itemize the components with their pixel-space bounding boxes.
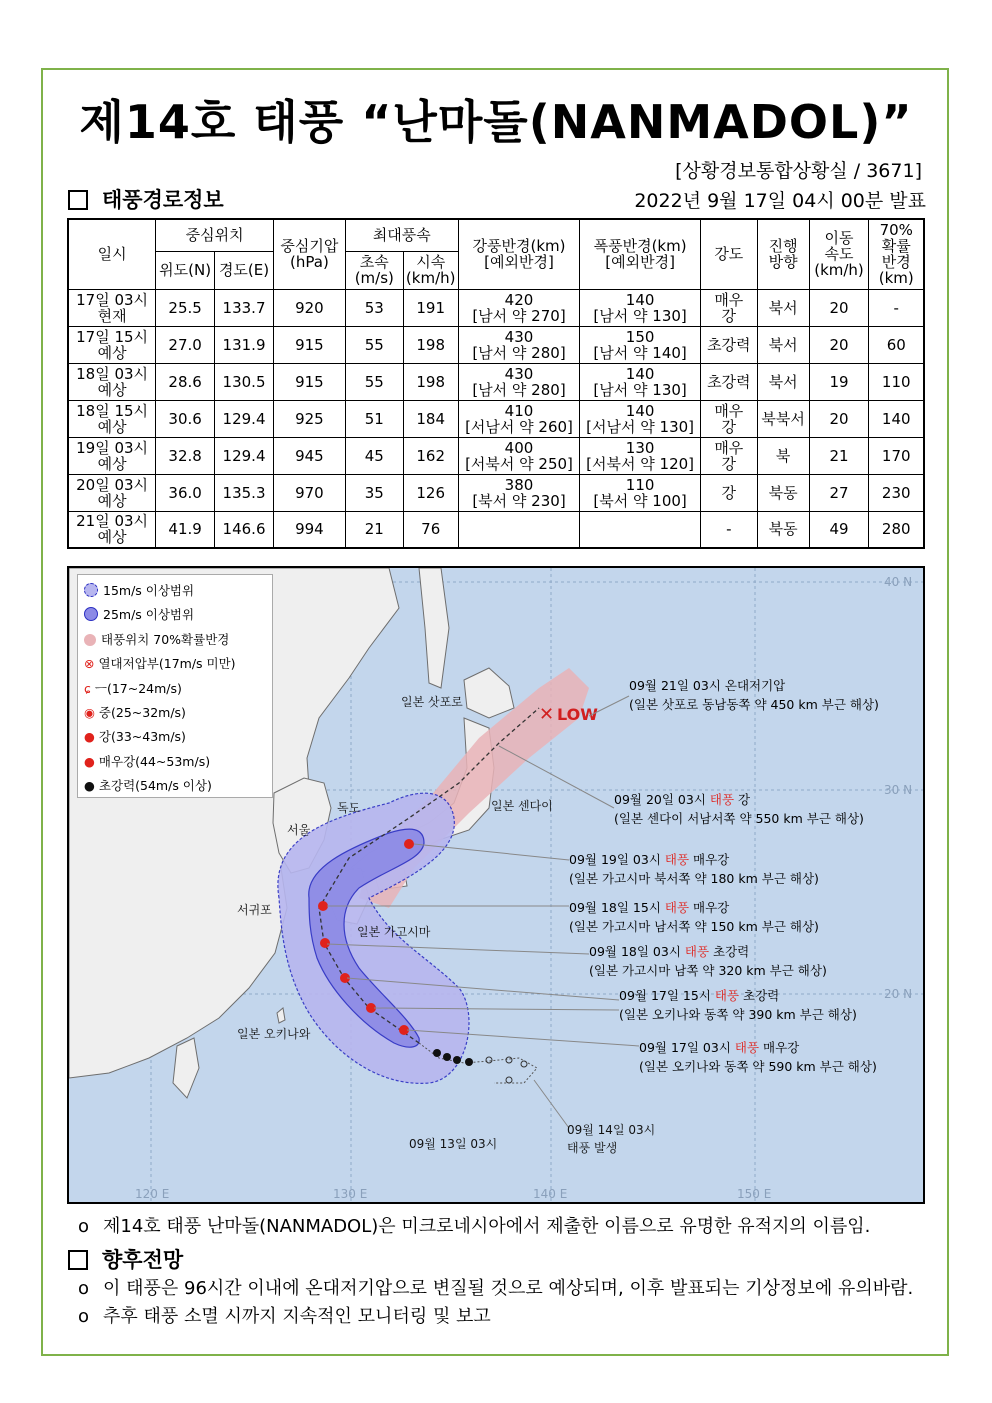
table-cell-p: 925: [273, 400, 345, 437]
annotation-text: 초강력: [709, 944, 750, 959]
table-cell-lon: 133.7: [215, 289, 274, 326]
typhoon-marker: [443, 1053, 451, 1061]
table-cell-lat: 30.6: [156, 400, 215, 437]
th-kmh: 시속 (km/h): [403, 251, 458, 289]
table-cell-time: 19일 03시 예상: [68, 437, 156, 474]
table-row: [68, 437, 924, 474]
map-annotation: [614, 790, 864, 828]
lon-label: 140 E: [533, 1187, 568, 1201]
legend-label: 열대저압부(17m/s 미만): [98, 656, 236, 672]
th-ms: 초속 (m/s): [345, 251, 403, 289]
annotation-text: 09월 17일 15시: [619, 988, 715, 1003]
start-label: 09월 14일 03시: [567, 1123, 656, 1137]
table-cell-dir: 북: [757, 437, 809, 474]
annotation-text: 초강력: [739, 988, 780, 1003]
table-cell-dir: 북동: [757, 511, 809, 548]
table-cell-prob: 140: [869, 400, 924, 437]
annotation-line2: (일본 삿포로 동남동쪽 약 450 km 부근 해상): [629, 697, 879, 712]
note-2: [78, 1274, 913, 1300]
annotation-line1: [629, 676, 879, 695]
table-cell-ms: 55: [345, 326, 403, 363]
note-3: [78, 1302, 491, 1328]
annotation-typhoon-word: 태풍: [714, 988, 740, 1003]
th-direction: 진행 방향: [757, 219, 809, 289]
table-cell-p: 970: [273, 474, 345, 511]
lon-label: 150 E: [737, 1187, 772, 1201]
table-cell-kmh: 198: [403, 363, 458, 400]
track-table-body: [68, 289, 924, 548]
place-label: 서귀포: [237, 903, 272, 917]
table-row: [68, 511, 924, 548]
table-cell-int: 매우 강: [700, 400, 757, 437]
checkbox-icon: [68, 1250, 88, 1270]
typhoon-marker: [433, 1049, 441, 1057]
table-cell-dir: 북서: [757, 363, 809, 400]
th-pressure: 중심기압 (hPa): [273, 219, 345, 289]
legend-item: ● 매우강(44~53m/s): [84, 753, 211, 769]
table-cell-lon: 146.6: [215, 511, 274, 548]
table-cell-kmh: 126: [403, 474, 458, 511]
table-cell-speed: 20: [809, 400, 869, 437]
annotation-line2: (일본 오키나와 동쪽 약 590 km 부근 해상): [639, 1059, 877, 1074]
note-text: 추후 태풍 소멸 시까지 지속적인 모니터링 및 보고: [103, 1306, 491, 1327]
table-cell-ms: 35: [345, 474, 403, 511]
table-cell-int: 초강력: [700, 326, 757, 363]
place-label: 일본 삿포로: [401, 695, 463, 709]
typhoon-marker: [453, 1056, 461, 1064]
annotation-text: 09월 18일 03시: [589, 944, 685, 959]
table-cell-strong: [458, 511, 580, 548]
table-cell-time: 17일 03시 현재: [68, 289, 156, 326]
table-cell-prob: 110: [869, 363, 924, 400]
table-cell-lat: 32.8: [156, 437, 215, 474]
table-cell-kmh: 184: [403, 400, 458, 437]
table-cell-p: 920: [273, 289, 345, 326]
lon-label: 120 E: [135, 1187, 170, 1201]
annotation-text: 09월 18일 15시: [569, 900, 665, 915]
table-cell-storm: 110 [북서 약 100]: [580, 474, 701, 511]
th-speed: 이동 속도 (km/h): [809, 219, 869, 289]
table-cell-dir: 북서: [757, 289, 809, 326]
table-row: [68, 326, 924, 363]
legend-label: 매우강(44~53m/s): [98, 753, 211, 769]
table-cell-speed: 27: [809, 474, 869, 511]
annotation-line1: [619, 986, 857, 1005]
th-lon: 경도(E): [215, 251, 274, 289]
table-cell-lat: 25.5: [156, 289, 215, 326]
annotation-text: 09월 21일 03시 온대저기압: [629, 678, 786, 693]
table-cell-strong: 420 [남서 약 270]: [458, 289, 580, 326]
legend-item: ● 강(33~43m/s): [84, 729, 186, 745]
place-label: 일본 가고시마: [357, 925, 431, 939]
checkbox-icon: [68, 190, 88, 210]
th-strong: 강풍반경(km) [예외반경]: [458, 219, 580, 289]
table-cell-int: -: [700, 511, 757, 548]
map-annotation: [569, 898, 819, 936]
map-annotation: [629, 676, 879, 714]
table-cell-dir: 북북서: [757, 400, 809, 437]
table-cell-speed: 20: [809, 326, 869, 363]
table-cell-lon: 130.5: [215, 363, 274, 400]
legend-label: 25m/s 이상범위: [103, 607, 195, 623]
annotation-text: 09월 17일 03시: [639, 1040, 735, 1055]
legend-item: ◉ 중(25~32m/s): [84, 705, 186, 721]
annotation-line1: [569, 898, 819, 917]
table-cell-int: 초강력: [700, 363, 757, 400]
table-cell-strong: 410 [서남서 약 260]: [458, 400, 580, 437]
low-marker: [539, 704, 598, 725]
table-cell-lat: 36.0: [156, 474, 215, 511]
place-label: 일본 센다이: [491, 799, 553, 813]
map-annotation: [639, 1038, 877, 1076]
annotation-text: 매우강: [689, 900, 730, 915]
annotation-typhoon-word: 태풍: [684, 944, 710, 959]
table-cell-prob: -: [869, 289, 924, 326]
table-cell-strong: 380 [북서 약 230]: [458, 474, 580, 511]
map-legend: [77, 574, 273, 798]
table-cell-speed: 49: [809, 511, 869, 548]
table-cell-int: 매우 강: [700, 437, 757, 474]
table-cell-storm: 140 [서남서 약 130]: [580, 400, 701, 437]
annotation-typhoon-word: 태풍: [734, 1040, 760, 1055]
annotation-line1: [589, 942, 827, 961]
legend-item: [84, 579, 266, 603]
table-cell-strong: 400 [서북서 약 250]: [458, 437, 580, 474]
th-storm: 폭풍반경(km) [예외반경]: [580, 219, 701, 289]
legend-label: ㅡ(17~24m/s): [94, 680, 182, 696]
th-lat: 위도(N): [156, 251, 215, 289]
note-text: 이 태풍은 96시간 이내에 온대저기압으로 변질될 것으로 예상되며, 이후 발표되는 기상정보에 유의바람.: [103, 1278, 914, 1299]
section-title: 태풍경로정보: [102, 188, 224, 212]
office-label: [상황경보통합상황실 / 3671]: [675, 160, 922, 182]
table-cell-prob: 230: [869, 474, 924, 511]
place-label: 독도: [337, 801, 361, 815]
table-cell-p: 915: [273, 363, 345, 400]
typhoon-marker: [465, 1058, 473, 1066]
legend-label: 15m/s 이상범위: [103, 583, 195, 598]
table-cell-storm: 150 [남서 약 140]: [580, 326, 701, 363]
annotation-typhoon-word: 태풍: [664, 852, 690, 867]
legend-item: ɕ ㅡ(17~24m/s): [84, 680, 182, 696]
table-cell-time: 18일 03시 예상: [68, 363, 156, 400]
annotation-line1: [569, 850, 819, 869]
table-row: [68, 400, 924, 437]
table-cell-time: 21일 03시 예상: [68, 511, 156, 548]
table-cell-lon: 129.4: [215, 437, 274, 474]
annotation-text: 매우강: [689, 852, 730, 867]
annotation-text: 매우강: [759, 1040, 800, 1055]
table-cell-time: 17일 15시 예상: [68, 326, 156, 363]
table-row: [68, 363, 924, 400]
table-cell-lon: 129.4: [215, 400, 274, 437]
table-cell-strong: 430 [남서 약 280]: [458, 326, 580, 363]
table-cell-storm: [580, 511, 701, 548]
table-cell-lon: 131.9: [215, 326, 274, 363]
table-cell-p: 915: [273, 326, 345, 363]
bullet-mark: o: [78, 1216, 90, 1237]
legend-item: ● 초강력(54m/s 이상): [84, 778, 212, 794]
legend-item: ⊗ 열대저압부(17m/s 미만): [84, 656, 236, 672]
annotation-line2: (일본 센다이 서남서쪽 약 550 km 부근 해상): [614, 811, 864, 826]
annotation-text: 09월 19일 03시: [569, 852, 665, 867]
table-cell-p: 994: [273, 511, 345, 548]
issue-time: 2022년 9월 17일 04시 00분 발표: [634, 190, 926, 212]
bullet-mark: o: [78, 1278, 90, 1299]
th-intensity: 강도: [700, 219, 757, 289]
annotation-text: 09월 20일 03시: [614, 792, 710, 807]
track-table: [67, 218, 925, 549]
bullet-mark: o: [78, 1306, 90, 1327]
table-cell-kmh: 198: [403, 326, 458, 363]
table-cell-kmh: 76: [403, 511, 458, 548]
legend-label: 초강력(54m/s 이상): [98, 778, 212, 794]
annotation-line2: (일본 가고시마 북서쪽 약 180 km 부근 해상): [569, 871, 819, 886]
lat-label: 30 N: [884, 783, 913, 797]
th-prob: 70% 확률 반경 (km): [869, 219, 924, 289]
annotation-typhoon-word: 태풍: [709, 792, 735, 807]
table-cell-time: 20일 03시 예상: [68, 474, 156, 511]
place-label: 서울: [287, 823, 311, 837]
page-title: 제14호 태풍 “난마돌(NANMADOL)”: [79, 95, 913, 149]
map-annotation: [589, 942, 827, 980]
annotation-typhoon-word: 태풍: [664, 900, 690, 915]
table-cell-prob: 280: [869, 511, 924, 548]
table-cell-lat: 28.6: [156, 363, 215, 400]
legend-item: [84, 628, 266, 652]
table-cell-strong: 430 [남서 약 280]: [458, 363, 580, 400]
table-cell-ms: 21: [345, 511, 403, 548]
table-cell-speed: 20: [809, 289, 869, 326]
th-wind: 최대풍속: [345, 219, 458, 251]
lat-label: 20 N: [884, 987, 913, 1001]
table-cell-time: 18일 15시 예상: [68, 400, 156, 437]
section-title: 향후전망: [102, 1248, 184, 1272]
annotation-line1: [614, 790, 864, 809]
annotation-line1: [639, 1038, 877, 1057]
track-map: [67, 566, 925, 1204]
typhoon-marker: [318, 901, 328, 911]
legend-label: 강(33~43m/s): [98, 729, 186, 745]
table-cell-int: 강: [700, 474, 757, 511]
map-annotation: [619, 986, 857, 1024]
map-annotation: [569, 850, 819, 888]
table-cell-dir: 북서: [757, 326, 809, 363]
table-cell-storm: 140 [남서 약 130]: [580, 363, 701, 400]
lat-label: 40 N: [884, 575, 913, 589]
table-cell-ms: 51: [345, 400, 403, 437]
table-cell-speed: 21: [809, 437, 869, 474]
legend-label: 태풍위치 70%확률반경: [101, 631, 230, 647]
table-cell-lat: 27.0: [156, 326, 215, 363]
table-cell-kmh: 191: [403, 289, 458, 326]
section-track-info: [68, 184, 224, 214]
table-cell-lat: 41.9: [156, 511, 215, 548]
annotation-text: 강: [734, 792, 751, 807]
table-cell-ms: 53: [345, 289, 403, 326]
annotation-line2: (일본 가고시마 남쪽 약 320 km 부근 해상): [589, 963, 827, 978]
table-row: [68, 474, 924, 511]
legend-label: 중(25~32m/s): [98, 705, 186, 721]
table-cell-speed: 19: [809, 363, 869, 400]
th-center: 중심위치: [156, 219, 274, 251]
table-cell-dir: 북동: [757, 474, 809, 511]
section-outlook: [68, 1244, 183, 1274]
low-label: LOW: [557, 705, 598, 724]
annotation-line2: (일본 가고시마 남서쪽 약 150 km 부근 해상): [569, 919, 819, 934]
start-label: 태풍 발생: [567, 1141, 618, 1155]
th-time: 일시: [68, 219, 156, 289]
annotation-line2: (일본 오키나와 동쪽 약 390 km 부근 해상): [619, 1007, 857, 1022]
typhoon-marker: [404, 839, 414, 849]
lon-label: 130 E: [333, 1187, 368, 1201]
legend-item: [84, 603, 266, 627]
svg-text:✕: ✕: [539, 704, 555, 725]
table-cell-storm: 130 [서북서 약 120]: [580, 437, 701, 474]
start-label: 09월 13일 03시: [409, 1137, 498, 1151]
table-row: [68, 289, 924, 326]
note-text: 제14호 태풍 난마돌(NANMADOL)은 미크로네시아에서 제출한 이름으로 유명한 유적지의 이름임.: [103, 1216, 871, 1237]
table-cell-prob: 60: [869, 326, 924, 363]
table-cell-int: 매우 강: [700, 289, 757, 326]
table-cell-prob: 170: [869, 437, 924, 474]
table-cell-kmh: 162: [403, 437, 458, 474]
table-cell-lon: 135.3: [215, 474, 274, 511]
place-label: 일본 오키나와: [237, 1027, 311, 1041]
table-cell-ms: 45: [345, 437, 403, 474]
table-cell-ms: 55: [345, 363, 403, 400]
note-1: [78, 1212, 870, 1238]
table-cell-p: 945: [273, 437, 345, 474]
typhoon-marker: [320, 938, 330, 948]
table-cell-storm: 140 [남서 약 130]: [580, 289, 701, 326]
